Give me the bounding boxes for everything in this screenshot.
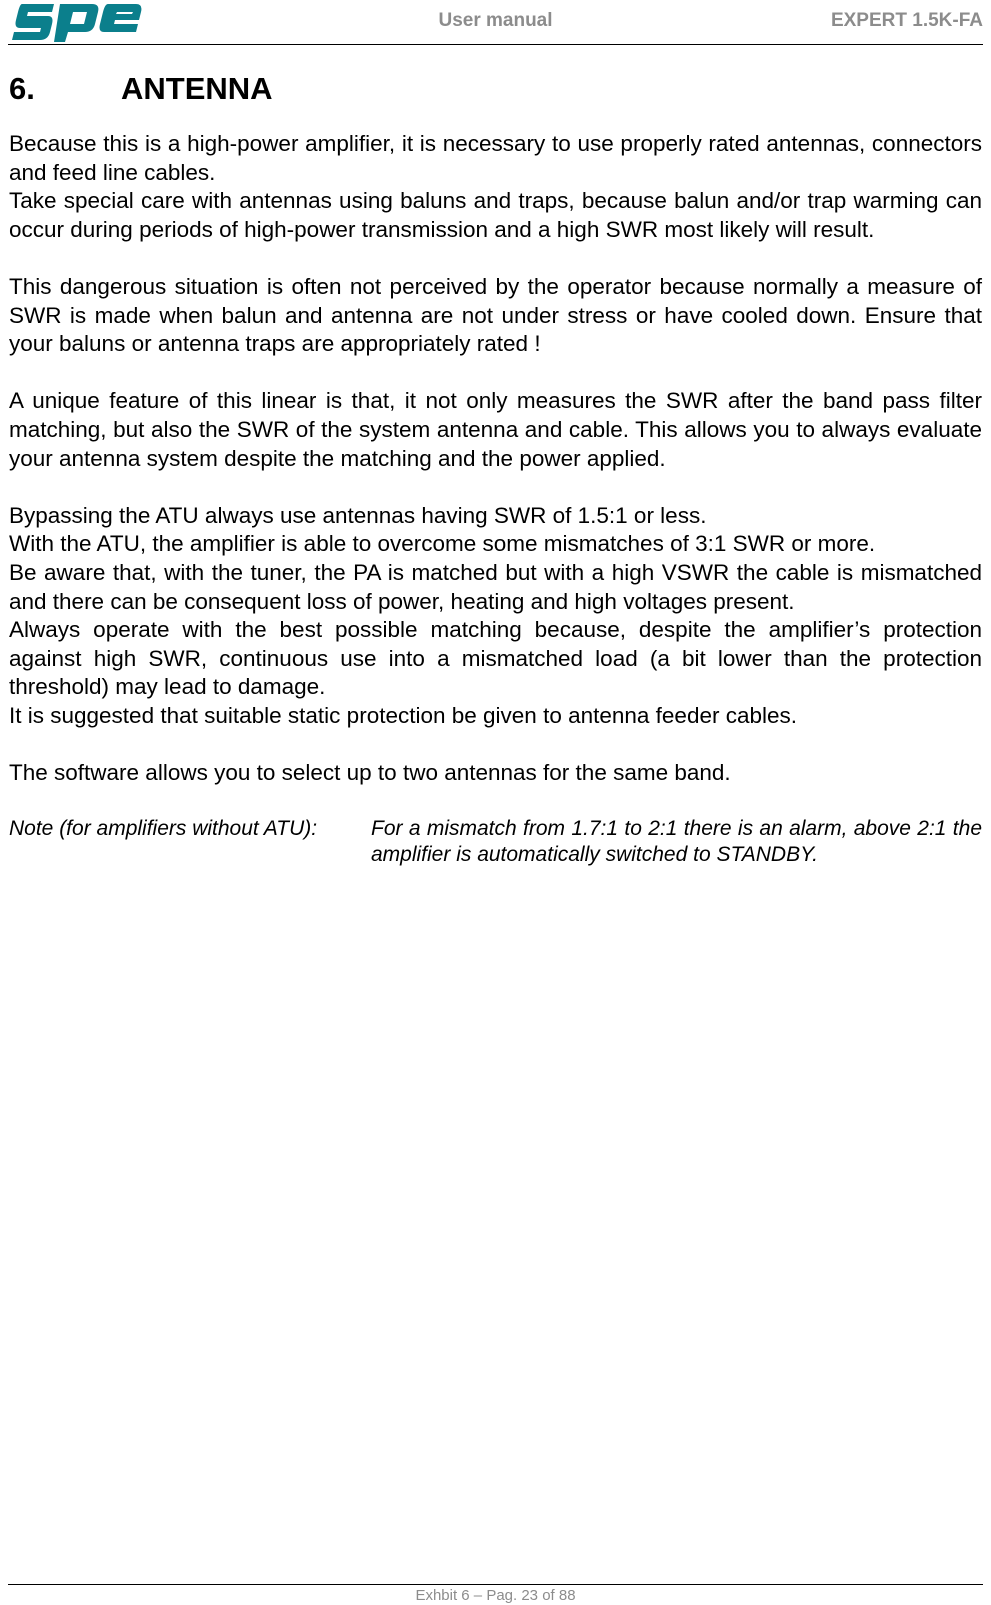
note-text: For a mismatch from 1.7:1 to 2:1 there is an alarm, above 2:1 the amplifier is automatically switched to STANDBY. bbox=[371, 817, 982, 867]
paragraph-9: It is suggested that suitable static protection be given to antenna feeder cables. bbox=[9, 702, 798, 728]
note-label: Note (for amplifiers without ATU): bbox=[9, 817, 318, 841]
section-heading bbox=[9, 70, 982, 108]
section-title: ANTENNA bbox=[121, 71, 273, 106]
paragraph-2: Take special care with antennas using baluns and traps, because balun and/or trap warming can occur during periods of high-power transmission and a high SWR most likely will result. bbox=[9, 188, 982, 242]
page-footer: Exhbit 6 – Pag. 23 of 88 bbox=[8, 1584, 983, 1604]
paragraph-1: Because this is a high-power amplifier, it is necessary to use properly rated antennas, connectors and feed line cables. bbox=[9, 131, 982, 185]
page-header bbox=[8, 0, 983, 45]
note-block bbox=[9, 816, 982, 868]
section-number: 6. bbox=[9, 71, 35, 106]
paragraph-3: This dangerous situation is often not perceived by the operator because normally a measure of SWR is made when balun and antenna are not under stress or have cooled down. Ensure that your baluns or antenna traps are appropriately rated ! bbox=[9, 273, 982, 357]
paragraph-6: With the ATU, the amplifier is able to overcome some mismatches of 3:1 SWR or more. bbox=[9, 531, 876, 557]
paragraph-8: Always operate with the best possible matching because, despite the amplifier’s protection against high SWR, continuous use into a mismatched load (a bit lower than the protection threshold) may lead to damage. bbox=[9, 617, 982, 700]
paragraph-5: Bypassing the ATU always use antennas having SWR of 1.5:1 or less. bbox=[9, 502, 707, 528]
paragraph-10: The software allows you to select up to two antennas for the same band. bbox=[9, 760, 731, 786]
paragraph-7: Be aware that, with the tuner, the PA is matched but with a high VSWR the cable is mismatched and there can be consequent loss of power, heating and high voltages present. bbox=[9, 559, 982, 614]
paragraph-4: A unique feature of this linear is that, it not only measures the SWR after the band pass filter matching, but also the SWR of the system antenna and cable. This allows you to always evaluate your antenna system despite the matching and the power applied. bbox=[9, 388, 982, 471]
header-title: User manual bbox=[438, 10, 553, 31]
page-content bbox=[9, 70, 982, 868]
header-model: EXPERT 1.5K-FA bbox=[830, 10, 983, 31]
